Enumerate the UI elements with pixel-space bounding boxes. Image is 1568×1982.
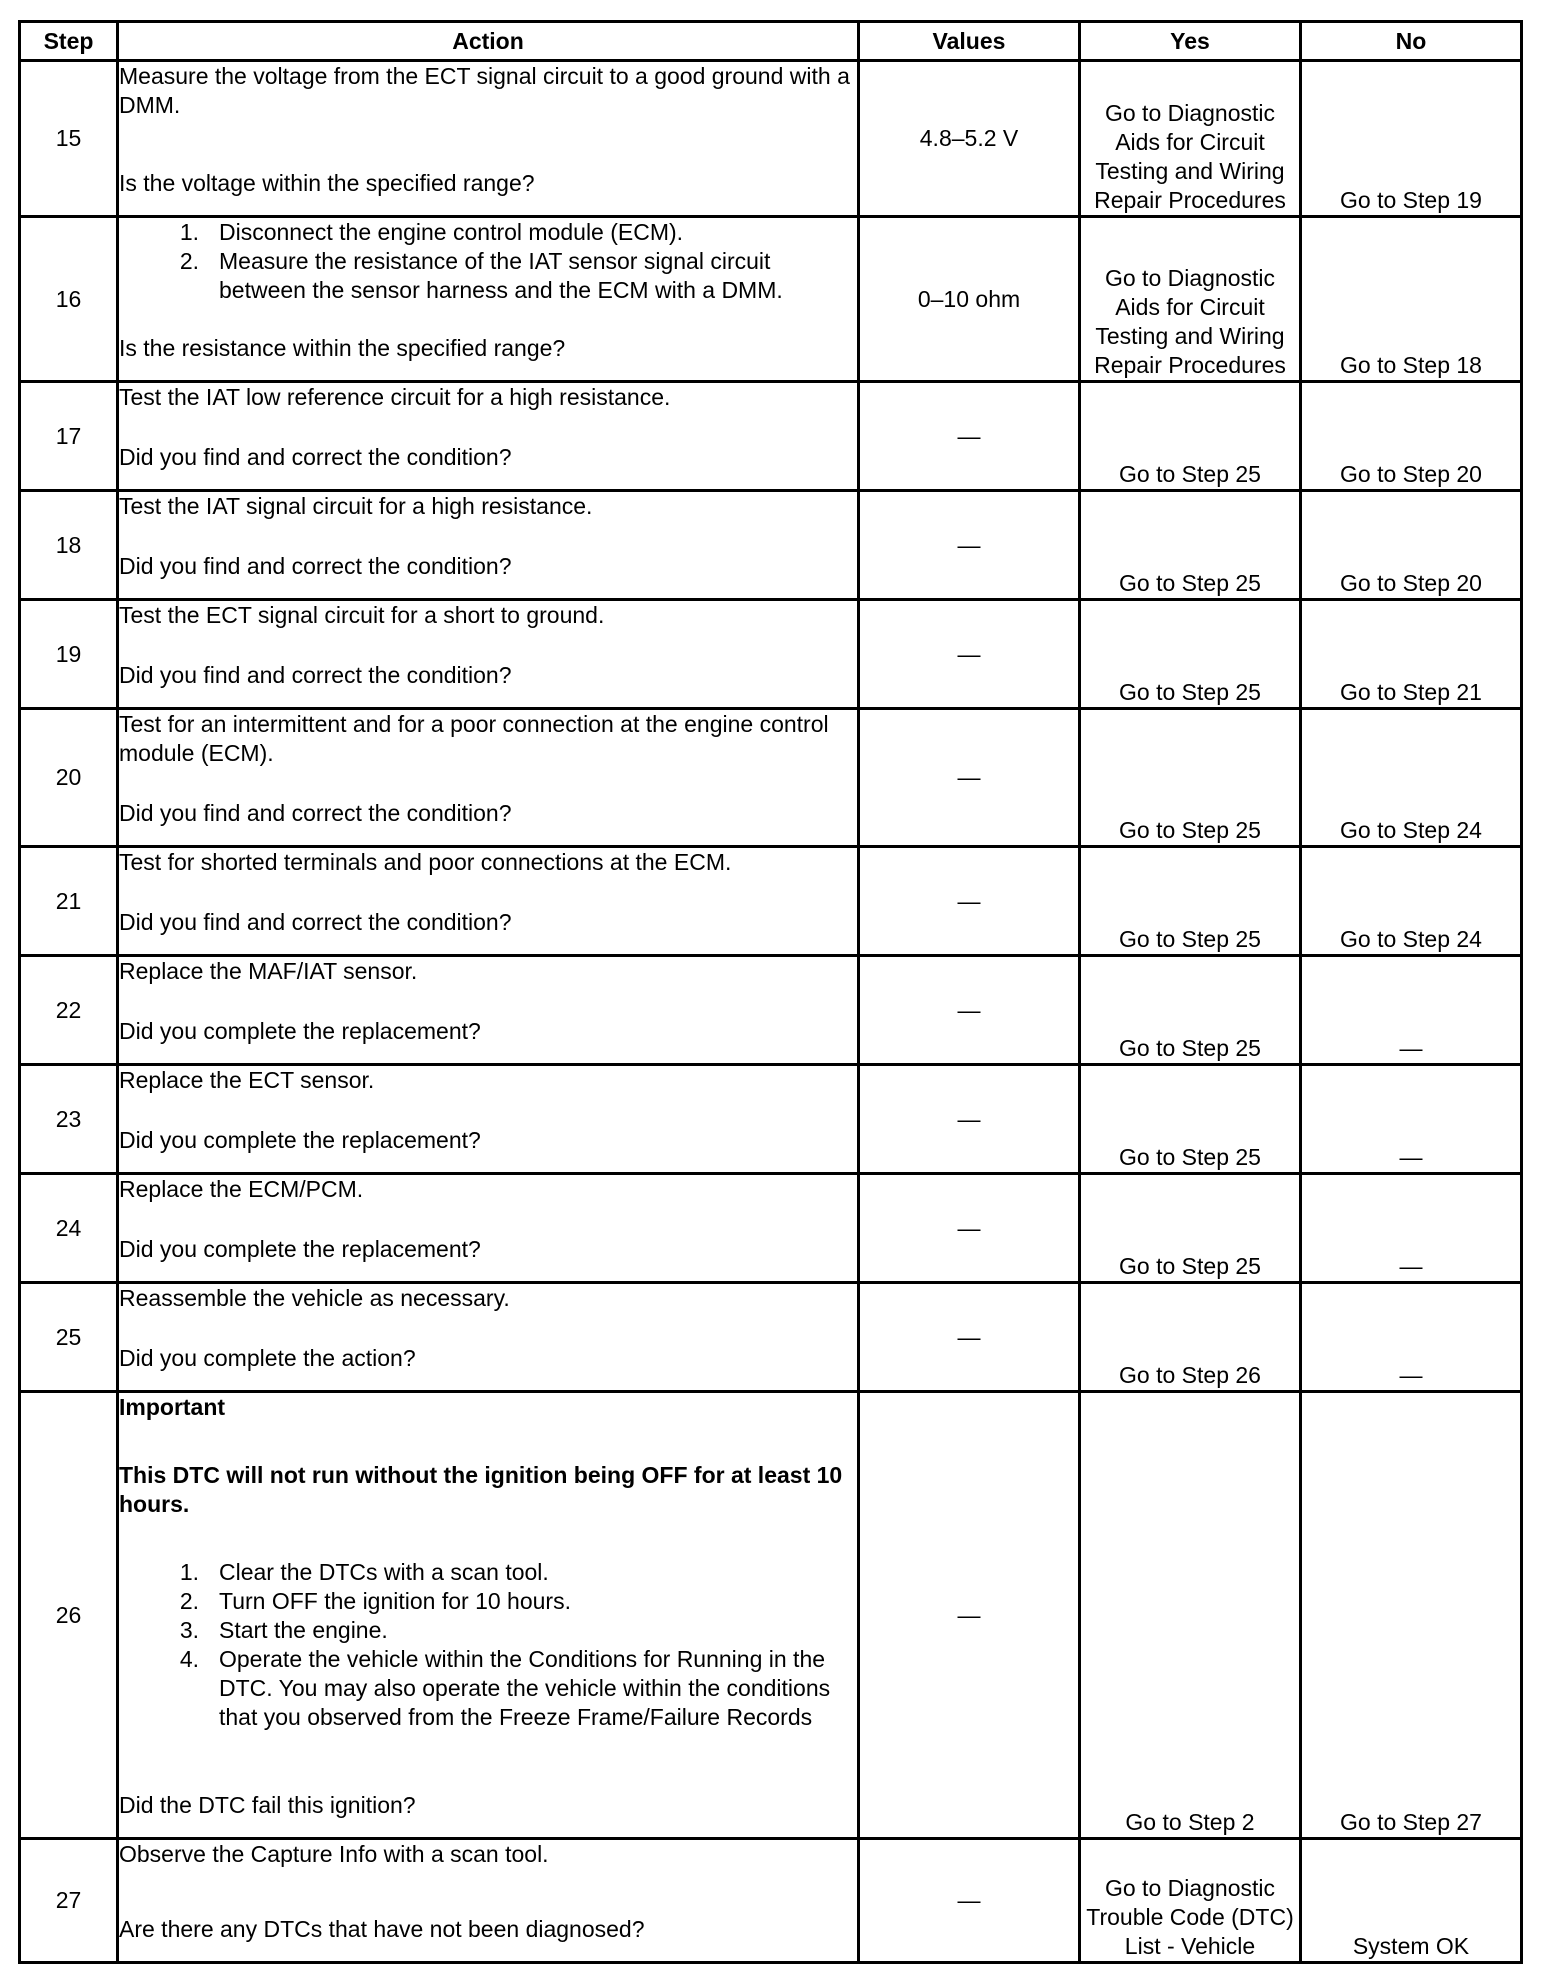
procedure-list <box>119 218 857 305</box>
values-cell: — <box>859 600 1080 709</box>
step-cell: 27 <box>20 1839 118 1963</box>
procedure-number: 1. <box>179 219 199 245</box>
table-row <box>20 61 1522 217</box>
action-instructions <box>119 1840 857 1889</box>
header-values: Values <box>859 22 1080 61</box>
table-row <box>20 600 1522 709</box>
values-cell: — <box>859 1283 1080 1392</box>
question-text: Did you find and correct the condition? <box>119 909 512 935</box>
action-instructions <box>119 1066 857 1100</box>
procedure-number: 3. <box>179 1617 199 1643</box>
table-row <box>20 491 1522 600</box>
question-text: Is the resistance within the specified range? <box>119 335 566 361</box>
values-cell: — <box>859 1174 1080 1283</box>
instruction-text: Test the IAT signal circuit for a high resistance. <box>119 493 593 519</box>
action-content <box>119 62 857 198</box>
action-cell <box>118 382 859 491</box>
procedure-item <box>119 218 857 247</box>
action-content <box>119 383 857 472</box>
no-cell: Go to Step 24 <box>1301 847 1522 956</box>
action-content <box>119 848 857 937</box>
table-row <box>20 1174 1522 1283</box>
step-cell: 15 <box>20 61 118 217</box>
procedure-number: 2. <box>179 248 199 274</box>
action-content <box>119 957 857 1046</box>
yes-cell: Go to Step 26 <box>1080 1283 1301 1392</box>
action-cell <box>118 1065 859 1174</box>
procedure-text: Measure the resistance of the IAT sensor signal circuit between the sensor harness and the ECM with a DMM. <box>219 248 783 303</box>
procedure-text: Operate the vehicle within the Conditions for Running in the DTC. You may also operate the vehicle within the conditions that you observed from the Freeze Frame/Failure Records <box>219 1646 831 1730</box>
action-instructions <box>119 848 857 882</box>
table-row <box>20 1283 1522 1392</box>
instruction-text: Test for shorted terminals and poor connections at the ECM. <box>119 849 732 875</box>
action-instructions <box>119 710 857 773</box>
yes-cell: Go to Step 25 <box>1080 956 1301 1065</box>
header-yes: Yes <box>1080 22 1301 61</box>
header-no: No <box>1301 22 1522 61</box>
action-instructions <box>119 1175 857 1209</box>
no-cell: Go to Step 20 <box>1301 491 1522 600</box>
header-action: Action <box>118 22 859 61</box>
step-cell: 23 <box>20 1065 118 1174</box>
action-content <box>119 492 857 581</box>
question-text: Did you complete the replacement? <box>119 1127 481 1153</box>
yes-cell: Go to Diagnostic Aids for Circuit Testing and Wiring Repair Procedures <box>1080 61 1301 217</box>
procedure-item <box>119 247 857 305</box>
action-instructions <box>119 1284 857 1318</box>
procedure-number: 2. <box>179 1588 199 1614</box>
procedure-item <box>119 1558 857 1587</box>
procedure-number: 1. <box>179 1559 199 1585</box>
procedure-item <box>119 1616 857 1645</box>
yes-cell: Go to Step 2 <box>1080 1392 1301 1839</box>
important-text: This DTC will not run without the ignition being OFF for at least 10 hours. <box>119 1462 843 1517</box>
important-label: Important <box>119 1394 226 1420</box>
procedure-number: 4. <box>179 1646 199 1672</box>
table-row <box>20 956 1522 1065</box>
table-row <box>20 217 1522 382</box>
instruction-text: Replace the MAF/IAT sensor. <box>119 958 418 984</box>
no-cell: Go to Step 18 <box>1301 217 1522 382</box>
yes-cell: Go to Step 25 <box>1080 847 1301 956</box>
table-row <box>20 382 1522 491</box>
question-text: Did you complete the replacement? <box>119 1236 481 1262</box>
question-text: Did you find and correct the condition? <box>119 444 512 470</box>
action-cell <box>118 61 859 217</box>
question-text: Is the voltage within the specified range? <box>119 170 535 196</box>
instruction-text: Measure the voltage from the ECT signal circuit to a good ground with a DMM. <box>119 63 850 118</box>
action-cell <box>118 491 859 600</box>
action-cell <box>118 217 859 382</box>
instruction-text: Test the IAT low reference circuit for a high resistance. <box>119 384 671 410</box>
header-row <box>20 22 1522 61</box>
yes-cell: Go to Step 25 <box>1080 491 1301 600</box>
action-content <box>119 1066 857 1155</box>
action-cell <box>118 1392 859 1839</box>
values-cell: — <box>859 847 1080 956</box>
action-content <box>119 710 857 828</box>
question-text: Are there any DTCs that have not been diagnosed? <box>119 1916 645 1942</box>
table-row <box>20 1392 1522 1839</box>
table-row <box>20 847 1522 956</box>
action-content <box>119 601 857 690</box>
question-text: Did the DTC fail this ignition? <box>119 1792 416 1818</box>
no-cell: Go to Step 20 <box>1301 382 1522 491</box>
action-instructions <box>119 601 857 635</box>
values-cell: — <box>859 709 1080 847</box>
question-text: Did you complete the replacement? <box>119 1018 481 1044</box>
table-row <box>20 1065 1522 1174</box>
step-cell: 21 <box>20 847 118 956</box>
yes-cell: Go to Step 25 <box>1080 382 1301 491</box>
values-cell: — <box>859 491 1080 600</box>
yes-cell: Go to Step 25 <box>1080 1174 1301 1283</box>
action-cell <box>118 1174 859 1283</box>
no-cell: — <box>1301 1065 1522 1174</box>
procedure-item <box>119 1645 857 1732</box>
yes-cell: Go to Diagnostic Aids for Circuit Testing and Wiring Repair Procedures <box>1080 217 1301 382</box>
action-cell <box>118 1283 859 1392</box>
values-cell: — <box>859 1065 1080 1174</box>
action-content <box>119 218 857 363</box>
no-cell: System OK <box>1301 1839 1522 1963</box>
procedure-text: Clear the DTCs with a scan tool. <box>219 1559 549 1585</box>
values-cell: — <box>859 1392 1080 1839</box>
values-cell: — <box>859 956 1080 1065</box>
yes-cell: Go to Step 25 <box>1080 1065 1301 1174</box>
table-row <box>20 709 1522 847</box>
action-cell <box>118 709 859 847</box>
yes-cell: Go to Step 25 <box>1080 709 1301 847</box>
step-cell: 24 <box>20 1174 118 1283</box>
no-cell: Go to Step 19 <box>1301 61 1522 217</box>
no-cell: Go to Step 21 <box>1301 600 1522 709</box>
no-cell: — <box>1301 1174 1522 1283</box>
no-cell: Go to Step 24 <box>1301 709 1522 847</box>
procedure-list <box>119 1558 857 1732</box>
action-cell <box>118 956 859 1065</box>
action-instructions <box>119 218 857 308</box>
action-content <box>119 1175 857 1264</box>
yes-cell: Go to Diagnostic Trouble Code (DTC) List - Vehicle <box>1080 1839 1301 1963</box>
action-instructions <box>119 957 857 991</box>
step-cell: 16 <box>20 217 118 382</box>
instruction-text: Observe the Capture Info with a scan tool. <box>119 1841 549 1867</box>
action-content <box>119 1393 857 1820</box>
yes-cell: Go to Step 25 <box>1080 600 1301 709</box>
values-cell: — <box>859 382 1080 491</box>
values-cell: 0–10 ohm <box>859 217 1080 382</box>
step-cell: 19 <box>20 600 118 709</box>
step-cell: 26 <box>20 1392 118 1839</box>
step-cell: 18 <box>20 491 118 600</box>
question-text: Did you complete the action? <box>119 1345 416 1371</box>
no-cell: — <box>1301 1283 1522 1392</box>
diagnostic-table <box>18 20 1523 1964</box>
values-cell: 4.8–5.2 V <box>859 61 1080 217</box>
instruction-text: Reassemble the vehicle as necessary. <box>119 1285 510 1311</box>
no-cell: Go to Step 27 <box>1301 1392 1522 1839</box>
action-content <box>119 1840 857 1944</box>
action-instructions <box>119 62 857 143</box>
action-cell <box>118 1839 859 1963</box>
table-row <box>20 1839 1522 1963</box>
instruction-text: Replace the ECT sensor. <box>119 1067 375 1093</box>
question-text: Did you find and correct the condition? <box>119 800 512 826</box>
procedure-text: Start the engine. <box>219 1617 388 1643</box>
procedure-text: Disconnect the engine control module (ECM). <box>219 219 684 245</box>
header-step: Step <box>20 22 118 61</box>
values-cell: — <box>859 1839 1080 1963</box>
action-instructions <box>119 383 857 417</box>
step-cell: 20 <box>20 709 118 847</box>
step-cell: 22 <box>20 956 118 1065</box>
action-cell <box>118 847 859 956</box>
procedure-text: Turn OFF the ignition for 10 hours. <box>219 1588 571 1614</box>
procedure-item <box>119 1587 857 1616</box>
action-instructions <box>119 492 857 526</box>
instruction-text: Test for an intermittent and for a poor connection at the engine control module (ECM). <box>119 711 829 766</box>
no-cell: — <box>1301 956 1522 1065</box>
action-instructions <box>119 1393 857 1765</box>
question-text: Did you find and correct the condition? <box>119 553 512 579</box>
action-cell <box>118 600 859 709</box>
step-cell: 17 <box>20 382 118 491</box>
question-text: Did you find and correct the condition? <box>119 662 512 688</box>
instruction-text: Test the ECT signal circuit for a short to ground. <box>119 602 605 628</box>
action-content <box>119 1284 857 1373</box>
instruction-text: Replace the ECM/PCM. <box>119 1176 364 1202</box>
step-cell: 25 <box>20 1283 118 1392</box>
